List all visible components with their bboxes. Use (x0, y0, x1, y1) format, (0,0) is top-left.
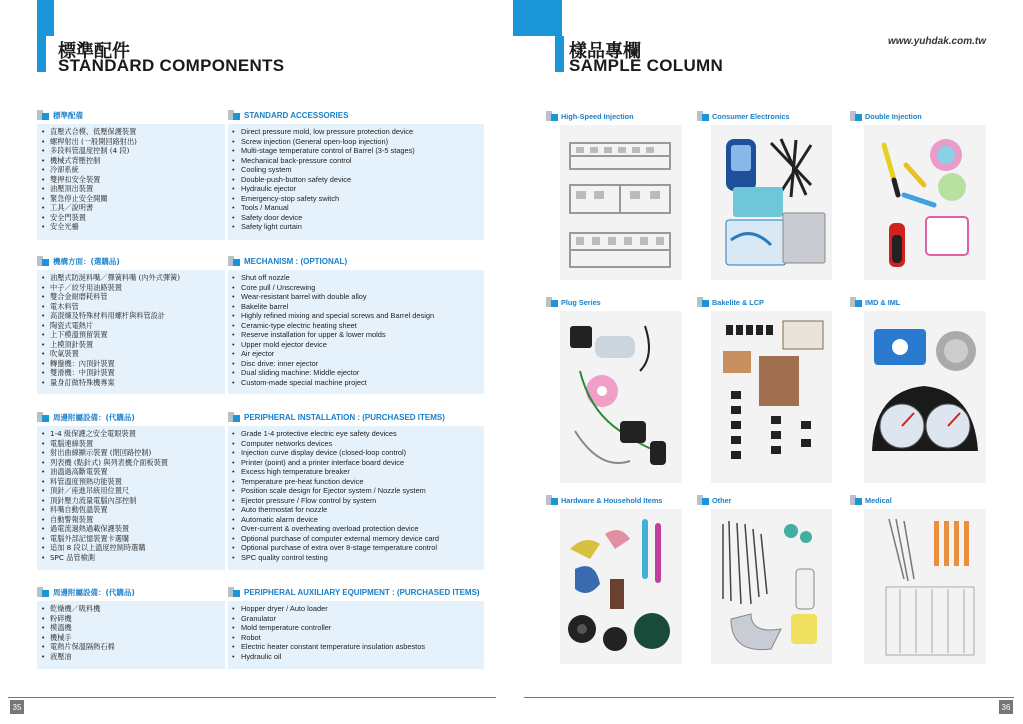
category-heading: Plug Series (546, 296, 601, 308)
list-item: • 油壓式防涎料嘴／彈簧料嘴 (內外式彈簧) (41, 273, 219, 283)
list-item: • Multi-stage temperature control of Barrel (3-5 stages) (232, 146, 478, 156)
list-item: • Core pull / Unscrewing (232, 283, 478, 293)
list-item: • 轉盤機：內頂針裝置 (41, 359, 219, 369)
section-marker-icon (850, 495, 863, 505)
list-item: • 電腦連線裝置 (41, 439, 219, 449)
list-item: • Upper mold ejector device (232, 340, 478, 350)
list-item: • Ejector pressure / Flow control by system (232, 496, 478, 506)
list-item: • 安全門裝置 (41, 213, 219, 223)
list-item: • SPC quality control testing (232, 553, 478, 563)
category-heading: Medical (850, 494, 892, 506)
list-item: • Emergency-stop safety switch (232, 194, 478, 204)
list-item: • Disc drive: inner ejector (232, 359, 478, 369)
list-item: • Electric heater constant temperature insulation asbestos (232, 642, 478, 652)
list-item: • 陶瓷式電熱片 (41, 321, 219, 331)
list-item: • Mechanical back-pressure control (232, 156, 478, 166)
right-title-bar (555, 36, 564, 72)
list-item: • 高混煉及特殊材料用螺杆與料管設計 (41, 311, 219, 321)
list-item: • Injection curve display device (closed-loop control) (232, 448, 478, 458)
mechanism-list-zh (37, 270, 225, 394)
list-item: • 多段料管溫度控制 (4 段) (41, 146, 219, 156)
list-item: • Air ejector (232, 349, 478, 359)
auxiliary-list-zh (37, 601, 225, 669)
category-heading: Hardware & Household Items (546, 494, 662, 506)
list-item: • Temperature pre-heat function device (232, 477, 478, 487)
list-item: • Shut off nozzle (232, 273, 478, 283)
section-marker-icon (37, 412, 51, 422)
list-item: • Screw injection (General open-loop injection) (232, 137, 478, 147)
standard-list-en (228, 124, 484, 240)
left-bottom-rule (8, 697, 496, 698)
dashboard-gauge-icon (864, 311, 986, 483)
section-marker-icon (546, 495, 559, 505)
right-bottom-rule (524, 697, 1014, 698)
list-item: • 粉碎機 (41, 614, 219, 624)
list-item: • Cooling system (232, 165, 478, 175)
category-heading: High-Speed Injection (546, 110, 634, 122)
list-item: • 緊急停止安全開關 (41, 194, 219, 204)
list-item: • Hydraulic ejector (232, 184, 478, 194)
section-marker-icon (228, 256, 242, 266)
list-item: • Automatic alarm device (232, 515, 478, 525)
dashboard-gauge-photo (864, 311, 986, 483)
category-heading: Other (697, 494, 731, 506)
list-item: • 模溫機 (41, 623, 219, 633)
plugs-and-cables-photo (560, 311, 682, 483)
list-item: • Printer (point) and a printer interface board device (232, 458, 478, 468)
phone-cases-photo (711, 125, 832, 280)
list-item: • 油溫過高斷電裝置 (41, 467, 219, 477)
section-marker-icon (697, 297, 710, 307)
category-heading: IMD & IML (850, 296, 900, 308)
list-item: • 上模頂針裝置 (41, 340, 219, 350)
right-title-en: SAMPLE COLUMN (569, 56, 724, 75)
section-marker-icon (228, 587, 242, 597)
list-item: • 頂針壓力流量電腦內部控制 (41, 496, 219, 506)
list-item: • 安全光柵 (41, 222, 219, 232)
list-item: • Direct pressure mold, low pressure protection device (232, 127, 478, 137)
right-top-tab (513, 0, 562, 36)
section-marker-icon (850, 297, 863, 307)
list-item: • 冷卻系統 (41, 165, 219, 175)
peripheral-list-en (228, 426, 484, 570)
standard-list-zh (37, 124, 225, 240)
section-marker-icon (37, 110, 51, 120)
list-item: • Double-push-button safety device (232, 175, 478, 185)
list-item: • Hopper dryer / Auto loader (232, 604, 478, 614)
list-item: • 料管溫度預熱功能裝置 (41, 477, 219, 487)
medical-tips-icon (864, 509, 986, 664)
list-item: • 電腦外部記憶裝置卡選購 (41, 534, 219, 544)
two-color-handles-photo (864, 125, 986, 280)
section-heading-zh-2: 機構方面：(選購品) (37, 254, 227, 268)
list-item: • 過電流過熱過載保護裝置 (41, 524, 219, 534)
list-item: • SPC 品管檢測 (41, 553, 219, 563)
list-item: • 列表機 (點針式) 與列表機介面板裝置 (41, 458, 219, 468)
list-item: • 工具／說明書 (41, 203, 219, 213)
section-marker-icon (37, 256, 51, 266)
molded-parts-sprue-photo (560, 125, 682, 280)
list-item: • Computer networks devices (232, 439, 478, 449)
molded-parts-sprue-icon (560, 125, 682, 280)
list-item: • Highly refined mixing and special screws and Barrel design (232, 311, 478, 321)
section-marker-icon (546, 111, 559, 121)
section-heading-en-3: PERIPHERAL INSTALLATION : (PURCHASED ITEMS) (228, 410, 483, 424)
peripheral-list-zh (37, 426, 225, 570)
list-item: • Safety light curtain (232, 222, 478, 232)
list-item: • 機械手 (41, 633, 219, 643)
list-item: • 射出曲線顯示裝置 (閉回路控制) (41, 448, 219, 458)
list-item: • Mold temperature controller (232, 623, 478, 633)
list-item: • Optional purchase of computer external memory device card (232, 534, 478, 544)
assorted-parts-photo (711, 509, 832, 664)
list-item: • Position scale design for Ejector system / Nozzle system (232, 486, 478, 496)
section-heading-en-1: STANDARD ACCESSORIES (228, 108, 483, 122)
phone-cases-icon (711, 125, 832, 280)
bakelite-terminals-photo (711, 311, 832, 483)
list-item: • Tools / Manual (232, 203, 478, 213)
list-item: • 乾燥機／吸料機 (41, 604, 219, 614)
section-marker-icon (228, 110, 242, 120)
right-title-zh: 樣品專欄 (569, 41, 641, 62)
list-item: • 追加 8 段以上溫度控制時選購 (41, 543, 219, 553)
list-item: • 上下模溫預留裝置 (41, 330, 219, 340)
list-item: • 電熱片保溫隔熱石棉 (41, 642, 219, 652)
list-item: • 直壓式合模、低壓保護裝置 (41, 127, 219, 137)
left-title-en: STANDARD COMPONENTS (58, 56, 285, 75)
list-item: • 雙合金耐磨耗料管 (41, 292, 219, 302)
list-item: • 機械式背壓控制 (41, 156, 219, 166)
plugs-and-cables-icon (560, 311, 682, 483)
list-item: • 雙押扣安全裝置 (41, 175, 219, 185)
section-marker-icon (546, 297, 559, 307)
list-item: • 螺桿射出 (一般開回路射出) (41, 137, 219, 147)
list-item: • 中子／絞牙用油路裝置 (41, 283, 219, 293)
section-heading-en-4: PERIPHERAL AUXILIARY EQUIPMENT : (PURCHASED ITEMS) (228, 585, 483, 599)
left-title-bar (37, 36, 46, 72)
assorted-parts-icon (711, 509, 832, 664)
right-page-number: 36 (999, 700, 1013, 714)
two-color-handles-icon (864, 125, 986, 280)
category-heading: Consumer Electronics (697, 110, 789, 122)
section-heading-zh-3: 周邊附屬設備：(代購品) (37, 410, 227, 424)
list-item: • 油壓頂出裝置 (41, 184, 219, 194)
list-item: • 電木料管 (41, 302, 219, 312)
section-marker-icon (37, 587, 51, 597)
list-item: • Bakelite barrel (232, 302, 478, 312)
list-item: • Dual sliding machine: Middle ejector (232, 368, 478, 378)
list-item: • Excess high temperature breaker (232, 467, 478, 477)
category-heading: Double Injection (850, 110, 922, 122)
list-item: • 液壓油 (41, 652, 219, 662)
list-item: • Granulator (232, 614, 478, 624)
household-items-icon (560, 509, 682, 664)
list-item: • Optional purchase of extra over 8-stage temperature control (232, 543, 478, 553)
household-items-photo (560, 509, 682, 664)
list-item: • Hydraulic oil (232, 652, 478, 662)
bakelite-terminals-icon (711, 311, 832, 483)
list-item: • Wear-resistant barrel with double alloy (232, 292, 478, 302)
list-item: • 料嘴自動恆溫裝置 (41, 505, 219, 515)
section-marker-icon (697, 111, 710, 121)
list-item: • Grade 1-4 protective electric eye safety devices (232, 429, 478, 439)
list-item: • 吹氣裝置 (41, 349, 219, 359)
website-url: www.yuhdak.com.tw (888, 36, 986, 47)
section-marker-icon (850, 111, 863, 121)
left-page-number: 35 (10, 700, 24, 714)
left-top-tab (37, 0, 54, 36)
section-heading-zh-1: 標準配備 (37, 108, 227, 122)
section-heading-zh-4: 周邊附屬設備：(代購品) (37, 585, 227, 599)
list-item: • 量身訂做特殊機專案 (41, 378, 219, 388)
list-item: • Ceramic-type electric heating sheet (232, 321, 478, 331)
medical-tips-photo (864, 509, 986, 664)
list-item: • Auto thermostat for nozzle (232, 505, 478, 515)
list-item: • Over-current & overheating overload protection device (232, 524, 478, 534)
auxiliary-list-en (228, 601, 484, 669)
mechanism-list-en (228, 270, 484, 394)
section-heading-en-2: MECHANISM : (OPTIONAL) (228, 254, 483, 268)
list-item: • 雙滑機：中頂針裝置 (41, 368, 219, 378)
section-marker-icon (697, 495, 710, 505)
list-item: • Robot (232, 633, 478, 643)
list-item: • 頂針／座進吊統用位置尺 (41, 486, 219, 496)
left-title-zh: 標準配件 (58, 41, 130, 62)
list-item: • Custom-made special machine project (232, 378, 478, 388)
list-item: • Reserve installation for upper & lower molds (232, 330, 478, 340)
list-item: • 1-4 級保護之安全電眼裝置 (41, 429, 219, 439)
list-item: • Safety door device (232, 213, 478, 223)
section-marker-icon (228, 412, 242, 422)
category-heading: Bakelite & LCP (697, 296, 764, 308)
list-item: • 自動警報裝置 (41, 515, 219, 525)
